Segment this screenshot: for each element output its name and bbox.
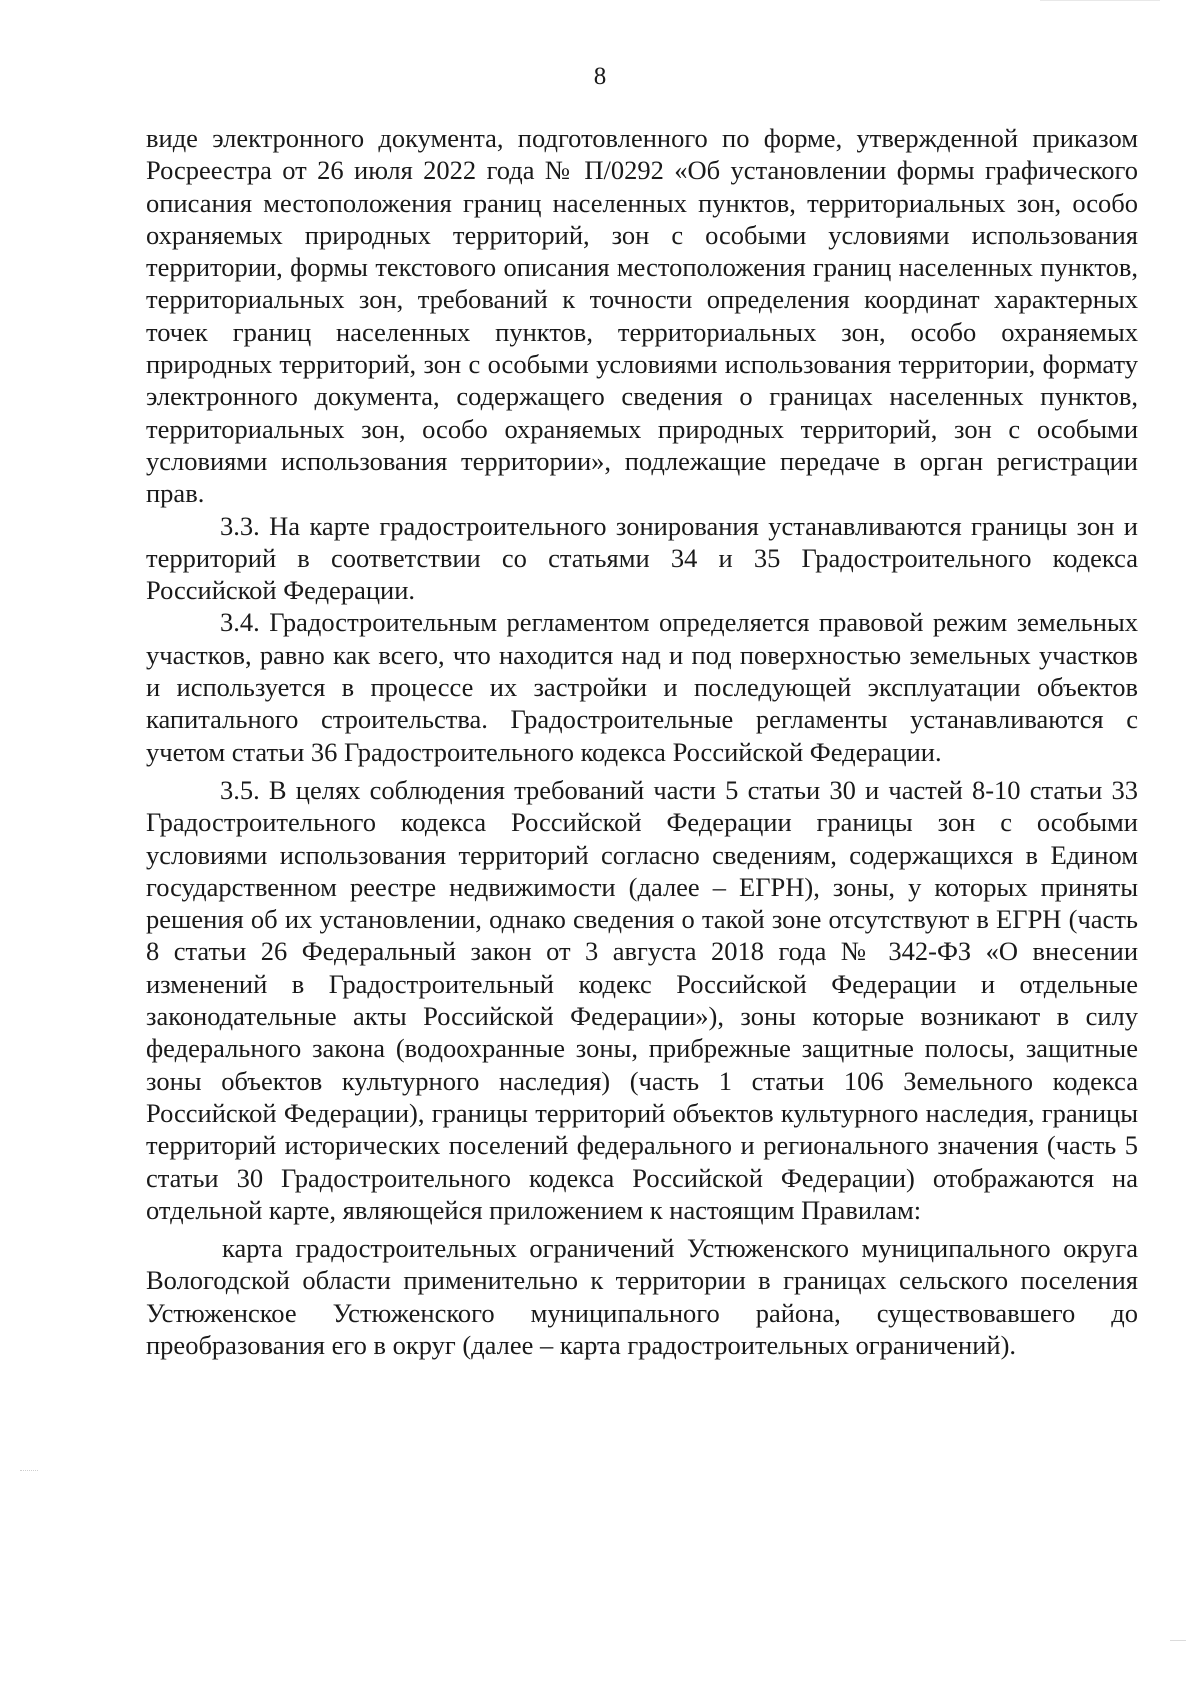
paragraph-continuation: виде электронного документа, подготовленного по форме, утвержденной приказом Росреестра от 26 июля 2022 года № П/0292 «Об установлении формы графического описания местоположения границ населенных пунктов, территориальных зон, особо охраняемых природных территорий, зон с особыми условиями использования территории, формы текстового описания местоположения границ населенных пунктов, территориальных зон, требований к точности определения координат характерных точек границ населенных пунктов, территориальных зон, особо охраняемых природных территорий, зон с особыми условиями использования территории, формату электронного документа, содержащего сведения о границах населенных пунктов, территориальных зон, особо охраняемых природных территорий, зон с особыми условиями использования территории», подлежащие передаче в орган регистрации прав. <box>146 123 1138 509</box>
scan-margin-mark <box>20 1470 38 1473</box>
paragraph-3-3: 3.3. На карте градостроительного зонирования устанавливаются границы зон и территорий в соответствии со статьями 34 и 35 Градостроительного кодекса Российской Федерации. <box>146 510 1138 606</box>
scan-corner-mark <box>1170 1640 1186 1651</box>
paragraph-3-5: 3.5. В целях соблюдения требований части 5 статьи 30 и частей 8-10 статьи 33 Градостроительного кодекса Российской Федерации границы зон с особыми условиями использования территорий согласно сведениям, содержащихся в Едином государственном реестре недвижимости (далее – ЕГРН), зоны, у которых приняты решения об их установлении, однако сведения о такой зоне отсутствуют в ЕГРН (часть 8 статьи 26 Федеральный закон от 3 августа 2018 года № 342-ФЗ «О внесении изменений в Градостроительный кодекс Российской Федерации и отдельные законодательные акты Российской Федерации»), зоны которые возникают в силу федерального закона (водоохранные зоны, прибрежные защитные полосы, защитные зоны объектов культурного наследия) (часть 1 статьи 106 Земельного кодекса Российской Федерации), границы территорий объектов культурного наследия, границы территорий исторических поселений федерального и регионального значения (часть 5 статьи 30 Градостроительного кодекса Российской Федерации) отображаются на отдельной карте, являющейся приложением к настоящим Правилам: <box>146 774 1138 1225</box>
paragraph-map-item: карта градостроительных ограничений Устюженского муниципального округа Вологодской области применительно к территории в границах сельского поселения Устюженское Устюженского муниципального района, существовавшего до преобразования его в округ (далее – карта градостроительных ограничений). <box>146 1233 1138 1360</box>
scan-edge-mark <box>1040 0 1160 7</box>
paragraph-3-4: 3.4. Градостроительным регламентом определяется правовой режим земельных участков, равно как всего, что находится над и под поверхностью земельных участков и используется в процессе их застройки и последующей эксплуатации объектов капитального строительства. Градостроительные регламенты устанавливаются с учетом статьи 36 Градостроительного кодекса Российской Федерации. <box>146 607 1138 767</box>
page-number: 8 <box>593 63 607 90</box>
document-body <box>146 122 1138 1361</box>
